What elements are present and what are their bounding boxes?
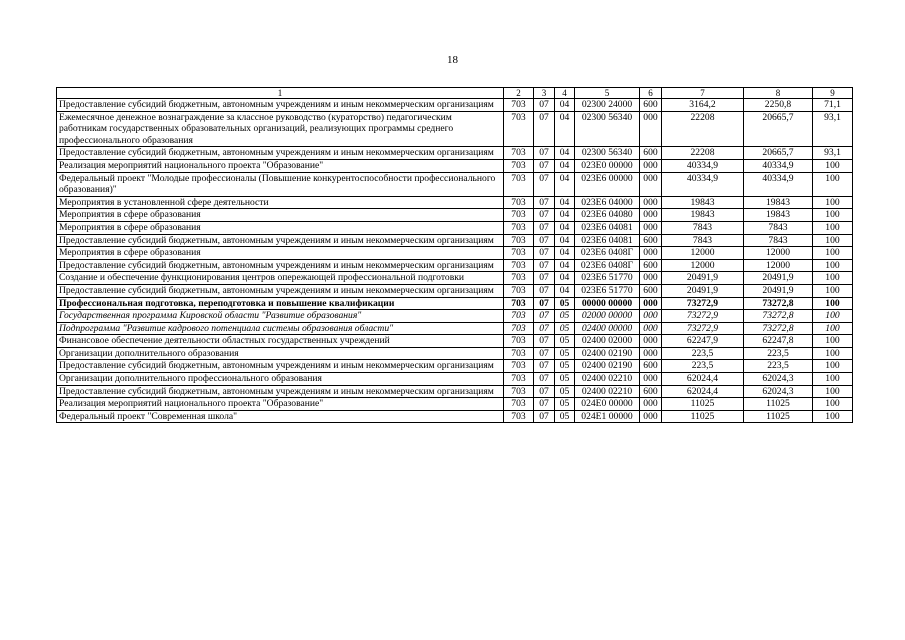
cell-value-percent: 100 xyxy=(813,373,853,386)
cell-value-plan: 40334,9 xyxy=(662,159,744,172)
cell-value-percent: 100 xyxy=(813,297,853,310)
cell-item-name: Государственная программа Кировской области "Развитие образования" xyxy=(57,310,504,323)
cell-item-name: Мероприятия в сфере образования xyxy=(57,221,504,234)
cell-code-subsection: 04 xyxy=(555,209,575,222)
cell-value-actual: 12000 xyxy=(744,247,813,260)
table-row xyxy=(57,196,853,209)
table-row xyxy=(57,335,853,348)
table-row xyxy=(57,410,853,423)
cell-code-expense: 000 xyxy=(640,272,662,285)
cell-code-section: 07 xyxy=(534,373,555,386)
cell-value-plan: 22208 xyxy=(662,147,744,160)
cell-code-expense: 000 xyxy=(640,111,662,147)
cell-code-section: 07 xyxy=(534,99,555,112)
cell-value-plan: 20491,9 xyxy=(662,272,744,285)
cell-value-actual: 19843 xyxy=(744,209,813,222)
cell-item-name: Федеральный проект "Молодые профессионалы (Повышение конкурентоспособности профессионального образования)" xyxy=(57,172,504,196)
cell-value-actual: 40334,9 xyxy=(744,172,813,196)
cell-code-target: 023E6 0408Г xyxy=(575,259,640,272)
cell-code-admin: 703 xyxy=(504,410,534,423)
cell-code-section: 07 xyxy=(534,347,555,360)
table-row xyxy=(57,360,853,373)
cell-code-subsection: 04 xyxy=(555,284,575,297)
column-header-8: 8 xyxy=(744,88,813,99)
cell-code-expense: 600 xyxy=(640,284,662,297)
cell-value-percent: 100 xyxy=(813,335,853,348)
cell-code-expense: 000 xyxy=(640,310,662,323)
cell-code-section: 07 xyxy=(534,297,555,310)
page-number: 18 xyxy=(447,54,458,66)
cell-value-plan: 12000 xyxy=(662,247,744,260)
cell-code-expense: 600 xyxy=(640,360,662,373)
cell-code-admin: 703 xyxy=(504,221,534,234)
cell-value-percent: 100 xyxy=(813,360,853,373)
cell-code-subsection: 04 xyxy=(555,172,575,196)
cell-item-name: Мероприятия в сфере образования xyxy=(57,209,504,222)
cell-item-name: Мероприятия в сфере образования xyxy=(57,247,504,260)
table-row xyxy=(57,247,853,260)
cell-value-percent: 100 xyxy=(813,347,853,360)
cell-value-actual: 7843 xyxy=(744,234,813,247)
cell-code-section: 07 xyxy=(534,360,555,373)
table-row xyxy=(57,284,853,297)
cell-code-admin: 703 xyxy=(504,284,534,297)
cell-value-percent: 100 xyxy=(813,259,853,272)
cell-code-target: 02300 24000 xyxy=(575,99,640,112)
cell-code-target: 024E0 00000 xyxy=(575,398,640,411)
cell-value-plan: 19843 xyxy=(662,209,744,222)
cell-code-admin: 703 xyxy=(504,360,534,373)
cell-value-plan: 20491,9 xyxy=(662,284,744,297)
cell-value-percent: 100 xyxy=(813,247,853,260)
cell-item-name: Организации дополнительного образования xyxy=(57,347,504,360)
cell-value-percent: 100 xyxy=(813,172,853,196)
table-row xyxy=(57,297,853,310)
cell-value-actual: 11025 xyxy=(744,398,813,411)
cell-value-percent: 93,1 xyxy=(813,147,853,160)
cell-value-actual: 62024,3 xyxy=(744,373,813,386)
cell-item-name: Предоставление субсидий бюджетным, автономным учреждениям и иным некоммерческим организациям xyxy=(57,99,504,112)
table-row xyxy=(57,111,853,147)
column-header-3: 3 xyxy=(534,88,555,99)
cell-code-admin: 703 xyxy=(504,310,534,323)
cell-value-actual: 12000 xyxy=(744,259,813,272)
table-row xyxy=(57,172,853,196)
cell-value-actual: 62247,8 xyxy=(744,335,813,348)
cell-value-percent: 100 xyxy=(813,284,853,297)
cell-code-target: 023E6 04081 xyxy=(575,221,640,234)
cell-code-subsection: 05 xyxy=(555,398,575,411)
cell-value-percent: 100 xyxy=(813,234,853,247)
cell-code-section: 07 xyxy=(534,147,555,160)
column-header-1: 1 xyxy=(57,88,504,99)
cell-code-expense: 000 xyxy=(640,297,662,310)
cell-code-expense: 000 xyxy=(640,209,662,222)
cell-code-admin: 703 xyxy=(504,99,534,112)
cell-code-section: 07 xyxy=(534,385,555,398)
cell-value-plan: 19843 xyxy=(662,196,744,209)
cell-value-percent: 100 xyxy=(813,159,853,172)
cell-item-name: Предоставление субсидий бюджетным, автономным учреждениям и иным некоммерческим организациям xyxy=(57,360,504,373)
cell-code-section: 07 xyxy=(534,196,555,209)
cell-code-section: 07 xyxy=(534,310,555,323)
cell-code-target: 02400 02210 xyxy=(575,373,640,386)
cell-item-name: Федеральный проект "Современная школа" xyxy=(57,410,504,423)
column-header-4: 4 xyxy=(555,88,575,99)
cell-value-actual: 19843 xyxy=(744,196,813,209)
cell-code-target: 023E6 04081 xyxy=(575,234,640,247)
cell-value-plan: 223,5 xyxy=(662,347,744,360)
cell-code-subsection: 04 xyxy=(555,221,575,234)
table-row xyxy=(57,398,853,411)
column-header-6: 6 xyxy=(640,88,662,99)
column-header-9: 9 xyxy=(813,88,853,99)
cell-item-name: Организации дополнительного профессионального образования xyxy=(57,373,504,386)
cell-value-plan: 62024,4 xyxy=(662,385,744,398)
cell-code-subsection: 05 xyxy=(555,297,575,310)
cell-value-actual: 62024,3 xyxy=(744,385,813,398)
cell-code-admin: 703 xyxy=(504,259,534,272)
cell-code-subsection: 05 xyxy=(555,322,575,335)
cell-value-actual: 40334,9 xyxy=(744,159,813,172)
cell-code-subsection: 04 xyxy=(555,196,575,209)
cell-code-expense: 000 xyxy=(640,398,662,411)
cell-code-expense: 600 xyxy=(640,259,662,272)
cell-code-expense: 000 xyxy=(640,196,662,209)
cell-code-section: 07 xyxy=(534,172,555,196)
cell-code-subsection: 04 xyxy=(555,99,575,112)
cell-code-target: 023E0 00000 xyxy=(575,159,640,172)
cell-value-actual: 20491,9 xyxy=(744,272,813,285)
cell-code-admin: 703 xyxy=(504,172,534,196)
cell-code-expense: 000 xyxy=(640,410,662,423)
cell-value-actual: 73272,8 xyxy=(744,297,813,310)
cell-value-actual: 20491,9 xyxy=(744,284,813,297)
cell-value-plan: 73272,9 xyxy=(662,310,744,323)
cell-value-actual: 7843 xyxy=(744,221,813,234)
cell-code-target: 02300 56340 xyxy=(575,111,640,147)
cell-code-subsection: 04 xyxy=(555,234,575,247)
cell-code-expense: 600 xyxy=(640,385,662,398)
cell-code-expense: 000 xyxy=(640,322,662,335)
cell-code-expense: 600 xyxy=(640,234,662,247)
cell-item-name: Реализация мероприятий национального проекта "Образование" xyxy=(57,159,504,172)
cell-item-name: Предоставление субсидий бюджетным, автономным учреждениям и иным некоммерческим организациям xyxy=(57,385,504,398)
cell-value-actual: 20665,7 xyxy=(744,111,813,147)
cell-value-plan: 73272,9 xyxy=(662,297,744,310)
cell-item-name: Предоставление субсидий бюджетным, автономным учреждениям и иным некоммерческим организациям xyxy=(57,234,504,247)
table-row xyxy=(57,259,853,272)
cell-code-admin: 703 xyxy=(504,234,534,247)
cell-code-section: 07 xyxy=(534,410,555,423)
cell-value-plan: 12000 xyxy=(662,259,744,272)
cell-value-actual: 11025 xyxy=(744,410,813,423)
cell-code-target: 023E6 00000 xyxy=(575,172,640,196)
header-row xyxy=(57,88,853,99)
cell-code-admin: 703 xyxy=(504,385,534,398)
cell-value-plan: 22208 xyxy=(662,111,744,147)
cell-value-percent: 100 xyxy=(813,310,853,323)
cell-code-admin: 703 xyxy=(504,247,534,260)
cell-value-actual: 73272,8 xyxy=(744,322,813,335)
cell-code-expense: 000 xyxy=(640,221,662,234)
cell-code-target: 023E6 51770 xyxy=(575,284,640,297)
cell-value-plan: 11025 xyxy=(662,398,744,411)
cell-item-name: Мероприятия в установленной сфере деятельности xyxy=(57,196,504,209)
cell-code-admin: 703 xyxy=(504,373,534,386)
cell-code-section: 07 xyxy=(534,209,555,222)
table-row xyxy=(57,322,853,335)
cell-value-percent: 100 xyxy=(813,385,853,398)
cell-code-section: 07 xyxy=(534,272,555,285)
cell-code-section: 07 xyxy=(534,221,555,234)
cell-value-percent: 93,1 xyxy=(813,111,853,147)
cell-code-target: 02400 00000 xyxy=(575,322,640,335)
cell-item-name: Предоставление субсидий бюджетным, автономным учреждениям и иным некоммерческим организациям xyxy=(57,147,504,160)
cell-code-subsection: 05 xyxy=(555,373,575,386)
cell-code-section: 07 xyxy=(534,335,555,348)
cell-value-plan: 73272,9 xyxy=(662,322,744,335)
cell-code-expense: 600 xyxy=(640,147,662,160)
column-header-2: 2 xyxy=(504,88,534,99)
cell-value-percent: 100 xyxy=(813,322,853,335)
cell-value-plan: 223,5 xyxy=(662,360,744,373)
column-header-5: 5 xyxy=(575,88,640,99)
cell-code-expense: 000 xyxy=(640,373,662,386)
cell-code-target: 00000 00000 xyxy=(575,297,640,310)
cell-code-section: 07 xyxy=(534,259,555,272)
cell-item-name: Финансовое обеспечение деятельности областных государственных учреждений xyxy=(57,335,504,348)
table-body xyxy=(57,99,853,423)
cell-code-subsection: 04 xyxy=(555,111,575,147)
cell-code-expense: 000 xyxy=(640,247,662,260)
cell-item-name: Предоставление субсидий бюджетным, автономным учреждениям и иным некоммерческим организациям xyxy=(57,284,504,297)
cell-code-admin: 703 xyxy=(504,209,534,222)
cell-code-subsection: 05 xyxy=(555,385,575,398)
cell-code-expense: 600 xyxy=(640,99,662,112)
cell-code-section: 07 xyxy=(534,159,555,172)
cell-code-section: 07 xyxy=(534,247,555,260)
table-row xyxy=(57,159,853,172)
cell-code-target: 023E6 0408Г xyxy=(575,247,640,260)
cell-code-target: 023E6 04080 xyxy=(575,209,640,222)
cell-code-section: 07 xyxy=(534,398,555,411)
table-row xyxy=(57,221,853,234)
cell-value-percent: 100 xyxy=(813,209,853,222)
budget-table xyxy=(56,87,853,423)
cell-code-subsection: 05 xyxy=(555,347,575,360)
cell-code-subsection: 05 xyxy=(555,410,575,423)
cell-code-admin: 703 xyxy=(504,398,534,411)
cell-code-admin: 703 xyxy=(504,147,534,160)
cell-value-percent: 100 xyxy=(813,398,853,411)
cell-value-plan: 7843 xyxy=(662,221,744,234)
cell-value-plan: 62024,4 xyxy=(662,373,744,386)
column-header-7: 7 xyxy=(662,88,744,99)
cell-code-expense: 000 xyxy=(640,172,662,196)
cell-code-subsection: 05 xyxy=(555,310,575,323)
table-row xyxy=(57,310,853,323)
cell-code-target: 02400 02190 xyxy=(575,360,640,373)
table-row xyxy=(57,209,853,222)
cell-item-name: Ежемесячное денежное вознаграждение за классное руководство (кураторство) педагогическим работникам государственных образовательных организаций, реализующих программы среднего профессионального образования xyxy=(57,111,504,147)
table-row xyxy=(57,373,853,386)
cell-value-plan: 62247,9 xyxy=(662,335,744,348)
cell-item-name: Предоставление субсидий бюджетным, автономным учреждениям и иным некоммерческим организациям xyxy=(57,259,504,272)
cell-code-admin: 703 xyxy=(504,272,534,285)
cell-code-admin: 703 xyxy=(504,111,534,147)
cell-value-plan: 7843 xyxy=(662,234,744,247)
cell-value-actual: 20665,7 xyxy=(744,147,813,160)
cell-code-target: 02000 00000 xyxy=(575,310,640,323)
cell-value-percent: 71,1 xyxy=(813,99,853,112)
cell-code-expense: 000 xyxy=(640,159,662,172)
cell-code-admin: 703 xyxy=(504,297,534,310)
cell-code-admin: 703 xyxy=(504,196,534,209)
cell-code-admin: 703 xyxy=(504,159,534,172)
cell-code-admin: 703 xyxy=(504,347,534,360)
cell-code-section: 07 xyxy=(534,322,555,335)
cell-value-actual: 73272,8 xyxy=(744,310,813,323)
cell-value-plan: 11025 xyxy=(662,410,744,423)
cell-value-percent: 100 xyxy=(813,410,853,423)
cell-code-section: 07 xyxy=(534,284,555,297)
cell-value-percent: 100 xyxy=(813,272,853,285)
cell-code-admin: 703 xyxy=(504,322,534,335)
cell-code-target: 023E6 04000 xyxy=(575,196,640,209)
table-row xyxy=(57,272,853,285)
cell-value-plan: 3164,2 xyxy=(662,99,744,112)
table-row xyxy=(57,99,853,112)
cell-code-subsection: 05 xyxy=(555,360,575,373)
cell-code-target: 02400 02210 xyxy=(575,385,640,398)
table-row xyxy=(57,385,853,398)
cell-value-percent: 100 xyxy=(813,221,853,234)
cell-value-percent: 100 xyxy=(813,196,853,209)
cell-code-subsection: 04 xyxy=(555,147,575,160)
cell-code-section: 07 xyxy=(534,234,555,247)
table-row xyxy=(57,147,853,160)
cell-code-target: 02400 02000 xyxy=(575,335,640,348)
cell-item-name: Подпрограмма "Развитие кадрового потенциала системы образования области" xyxy=(57,322,504,335)
table-row xyxy=(57,347,853,360)
cell-code-target: 023E6 51770 xyxy=(575,272,640,285)
cell-code-expense: 000 xyxy=(640,347,662,360)
cell-code-subsection: 04 xyxy=(555,247,575,260)
table-row xyxy=(57,234,853,247)
cell-code-expense: 000 xyxy=(640,335,662,348)
cell-code-target: 024E1 00000 xyxy=(575,410,640,423)
cell-code-subsection: 05 xyxy=(555,335,575,348)
cell-item-name: Реализация мероприятий национального проекта "Образование" xyxy=(57,398,504,411)
cell-item-name: Создание и обеспечение функционирования центров опережающей профессиональной подготовки xyxy=(57,272,504,285)
cell-code-subsection: 04 xyxy=(555,159,575,172)
cell-code-target: 02300 56340 xyxy=(575,147,640,160)
cell-value-actual: 2250,8 xyxy=(744,99,813,112)
cell-item-name: Профессиональная подготовка, переподготовка и повышение квалификации xyxy=(57,297,504,310)
cell-value-plan: 40334,9 xyxy=(662,172,744,196)
cell-code-subsection: 04 xyxy=(555,259,575,272)
cell-code-admin: 703 xyxy=(504,335,534,348)
cell-value-actual: 223,5 xyxy=(744,347,813,360)
cell-code-subsection: 04 xyxy=(555,272,575,285)
cell-value-actual: 223,5 xyxy=(744,360,813,373)
cell-code-section: 07 xyxy=(534,111,555,147)
cell-code-target: 02400 02190 xyxy=(575,347,640,360)
